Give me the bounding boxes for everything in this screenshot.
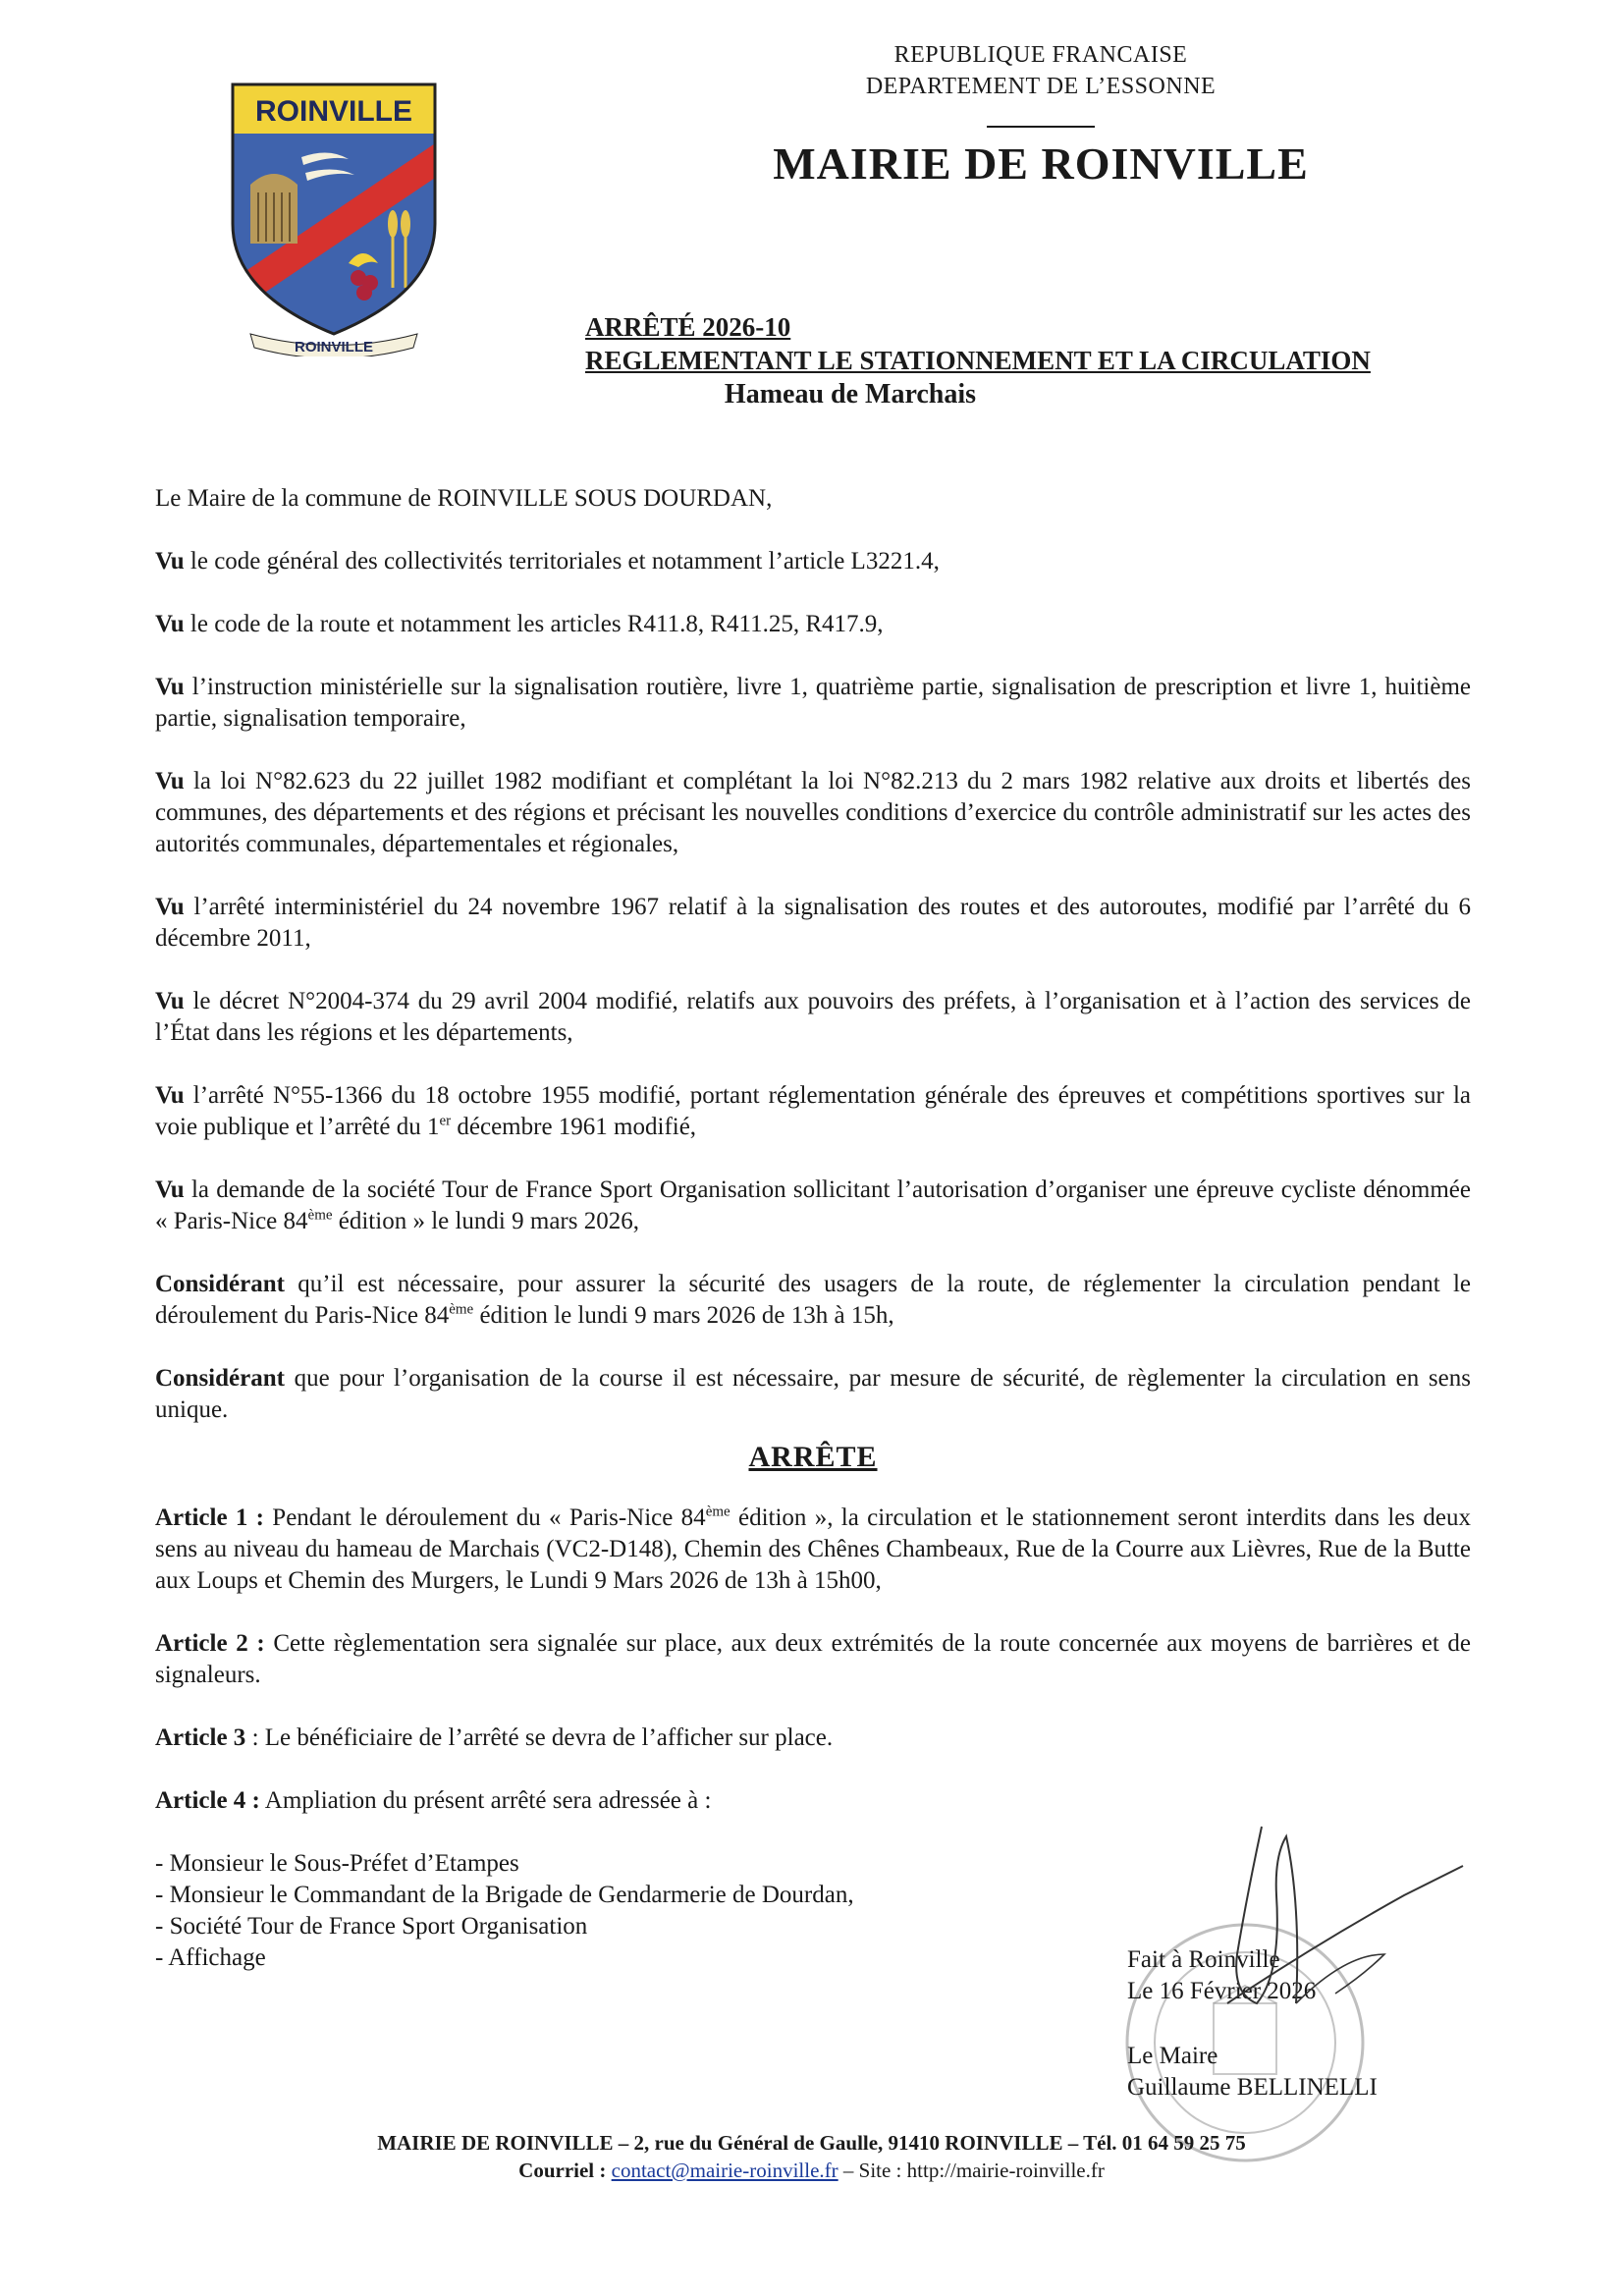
mairie-title: MAIRIE DE ROINVILLE (773, 138, 1309, 189)
considerant-paragraph: Considérant qu’il est nécessaire, pour assurer la sécurité des usagers de la route, de réglementer la circulation pendant le déroulement du Paris-Nice 84ème édition le lundi 9 mars 2026 de 13h à 15h, (155, 1271, 1471, 1329)
vu-paragraph: Vu l’arrêté interministériel du 24 novembre 1967 relatif à la signalisation des routes et des autoroutes, modifié par l’arrêté du 6 décembre 2011, (155, 894, 1471, 952)
intro-paragraph: Le Maire de la commune de ROINVILLE SOUS DOURDAN, (155, 485, 773, 512)
article-2: Article 2 : Cette règlementation sera signalée sur place, aux deux extrémités de la route concernée aux moyens de barrières et de signaleurs. (155, 1630, 1472, 1688)
crest-ribbon-text: ROINVILLE (294, 339, 374, 355)
arrete-title-block (585, 310, 1430, 412)
header-divider (987, 126, 1095, 128)
header (746, 39, 1335, 190)
republique-label: REPUBLIQUE FRANCAISE (893, 42, 1188, 68)
vu-paragraph: Vu la demande de la société Tour de France Sport Organisation sollicitant l’autorisation d’organiser une épreuve cycliste dénommée « Paris-Nice 84ème édition » le lundi 9 mars 2026, (155, 1176, 1471, 1234)
signature-role: Le Maire (1127, 2043, 1218, 2069)
footer-address: MAIRIE DE ROINVILLE – 2, rue du Général de Gaulle, 91410 ROINVILLE – Tél. 01 64 59 25 75 (377, 2131, 1246, 2155)
signature-place: Fait à Roinville (1127, 1946, 1280, 1973)
vu-paragraph: Vu l’instruction ministérielle sur la signalisation routière, livre 1, quatrième partie, signalisation de prescription et livre 1, huitième partie, signalisation temporaire, (155, 674, 1471, 732)
article-1: Article 1 : Pendant le déroulement du « Paris-Nice 84ème édition », la circulation et le stationnement seront interdits dans les deux sens au niveau du hameau de Marchais (VC2-D148), Chemin des Chênes Chambeaux, Rue de la Courre aux Lièvres, Rue de la Butte aux Loups et Chemin des Murgers, le Lundi 9 Mars 2026 de 13h à 15h00, (155, 1503, 1471, 1594)
footer (0, 2129, 1623, 2184)
signature-date: Le 16 Février 2026 (1127, 1978, 1317, 2004)
vu-paragraph: Vu l’arrêté N°55-1366 du 18 octobre 1955 modifié, portant réglementation générale des épreuves et compétitions sportives sur la voie publique et l’arrêté du 1er décembre 1961 modifié, (155, 1082, 1471, 1140)
signature-name: Guillaume BELLINELLI (1127, 2074, 1378, 2101)
vu-paragraph: Vu le code général des collectivités territoriales et notamment l’article L3221.4, (155, 548, 940, 574)
vu-paragraph: Vu le décret N°2004-374 du 29 avril 2004 modifié, relatifs aux pouvoirs des préfets, à l’organisation et à l’action des services de l’État dans les régions et les départements, (155, 988, 1471, 1046)
arrete-number: ARRÊTÉ 2026-10 (585, 312, 791, 342)
roinville-coat-of-arms (221, 77, 447, 356)
arrete-subject: REGLEMENTANT LE STATIONNEMENT ET LA CIRCULATION (585, 346, 1371, 375)
article-4: Article 4 : Ampliation du présent arrêté sera adressée à : (155, 1787, 712, 1814)
list-item: - Société Tour de France Sport Organisation (155, 1913, 588, 1940)
signature-block (1127, 1944, 1378, 2104)
document-body (155, 483, 1471, 1974)
considerant-paragraph: Considérant que pour l’organisation de la course il est nécessaire, par mesure de sécurité, de règlementer la circulation en sens unique. (155, 1365, 1471, 1423)
departement-label: DEPARTEMENT DE L’ESSONNE (865, 74, 1217, 99)
footer-contact: Courriel : contact@mairie-roinville.fr – Site : http://mairie-roinville.fr (518, 2159, 1105, 2182)
crest-name-text: ROINVILLE (254, 95, 413, 128)
list-item: - Monsieur le Commandant de la Brigade de Gendarmerie de Dourdan, (155, 1882, 854, 1908)
decision-heading: ARRÊTE (748, 1441, 878, 1473)
vu-paragraph: Vu le code de la route et notamment les articles R411.8, R411.25, R417.9, (155, 611, 884, 637)
list-item: - Affichage (155, 1944, 266, 1971)
arrete-place: Hameau de Marchais (724, 379, 977, 410)
article-3: Article 3 : Le bénéficiaire de l’arrêté se devra de l’afficher sur place. (155, 1724, 834, 1751)
list-item: - Monsieur le Sous-Préfet d’Etampes (155, 1850, 519, 1877)
email-link[interactable]: contact@mairie-roinville.fr (611, 2159, 839, 2182)
vu-paragraph: Vu la loi N°82.623 du 22 juillet 1982 modifiant et complétant la loi N°82.213 du 2 mars 1982 relative aux droits et libertés des communes, des départements et des régions et précisant les nouvelles conditions d’exercice du contrôle administratif sur les actes des autorités communales, départementales et régionales, (155, 768, 1471, 857)
